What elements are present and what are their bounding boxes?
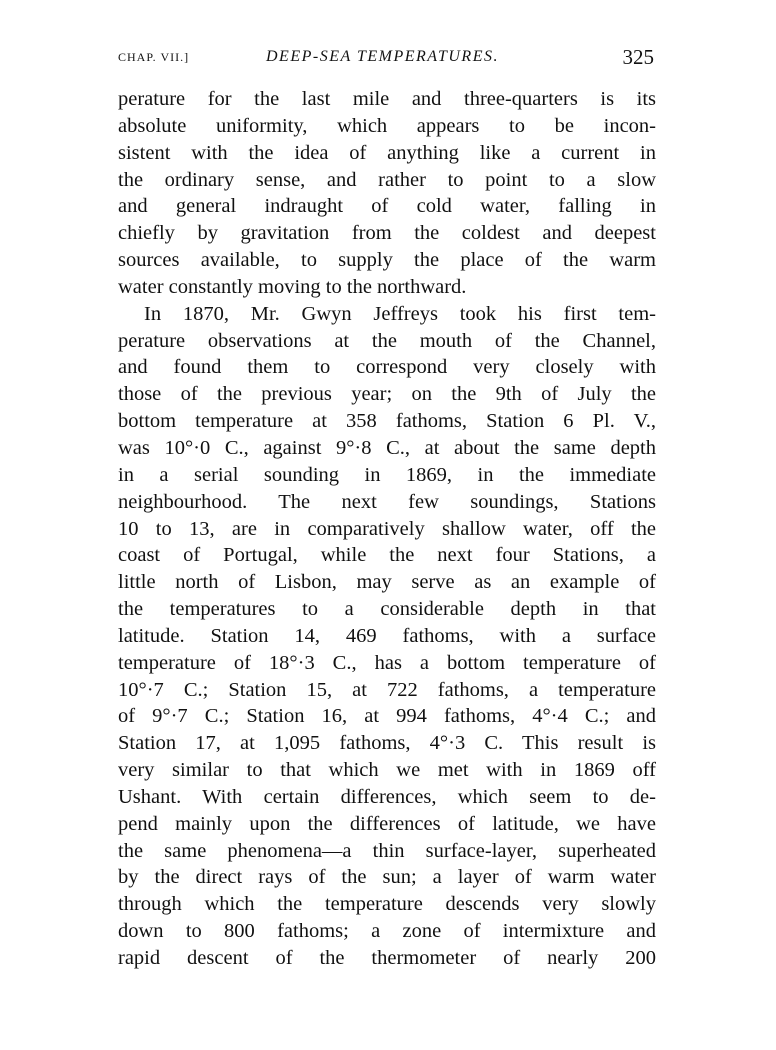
text-line: perature observations at the mouth of the Channel, (118, 329, 656, 352)
running-title: DEEP-SEA TEMPERATURES. (266, 48, 499, 65)
text-line: very similar to that which we met with in 1869 off (118, 759, 656, 782)
text-line: coast of Portugal, while the next four Stations, a (118, 544, 656, 567)
text-line: in a serial sounding in 1869, in the immediate (118, 463, 656, 486)
text-line: and general indraught of cold water, falling in (118, 195, 656, 218)
text-line: through which the temperature descends very slowly (118, 893, 656, 916)
text-line: the ordinary sense, and rather to point to a slow (118, 168, 656, 191)
text-line: temperature of 18°·3 C., has a bottom temperature of (118, 651, 656, 674)
body-text (118, 86, 656, 972)
text-line: those of the previous year; on the 9th of July the (118, 383, 656, 406)
text-line: pend mainly upon the differences of latitude, we have (118, 812, 656, 835)
running-head (118, 44, 656, 72)
text-line: 10°·7 C.; Station 15, at 722 fathoms, a temperature (118, 678, 656, 701)
text-line: bottom temperature at 358 fathoms, Station 6 Pl. V., (118, 410, 656, 433)
text-line: neighbourhood. The next few soundings, Stations (118, 490, 656, 513)
chapter-label: CHAP. VII.] (118, 50, 190, 64)
text-line: Ushant. With certain differences, which seem to de- (118, 785, 656, 808)
text-line: the temperatures to a considerable depth in that (118, 598, 656, 621)
page-number: 325 (622, 45, 654, 69)
text-line: absolute uniformity, which appears to be incon- (118, 114, 656, 137)
text-line: by the direct rays of the sun; a layer of warm water (118, 866, 656, 889)
text-line: little north of Lisbon, may serve as an example of (118, 571, 656, 594)
text-line: chiefly by gravitation from the coldest and deepest (118, 222, 656, 245)
text-line: latitude. Station 14, 469 fathoms, with a surface (118, 624, 656, 647)
paragraph-start-line: In 1870, Mr. Gwyn Jeffreys took his first tem- (144, 302, 656, 325)
paragraph-end-line: water constantly moving to the northward. (118, 275, 467, 298)
text-line: down to 800 fathoms; a zone of intermixture and (118, 920, 656, 943)
text-line: sistent with the idea of anything like a current in (118, 141, 656, 164)
text-line: sources available, to supply the place of the warm (118, 249, 656, 272)
text-line: and found them to correspond very closely with (118, 356, 656, 379)
text-line: rapid descent of the thermometer of nearly 200 (118, 947, 656, 969)
text-line: of 9°·7 C.; Station 16, at 994 fathoms, 4°·4 C.; and (118, 705, 656, 728)
text-line: was 10°·0 C., against 9°·8 C., at about the same depth (118, 436, 656, 459)
text-line: 10 to 13, are in comparatively shallow water, off the (118, 517, 656, 540)
text-line: perature for the last mile and three-quarters is its (118, 88, 656, 110)
text-line: the same phenomena—a thin surface-layer, superheated (118, 839, 656, 862)
text-line: Station 17, at 1,095 fathoms, 4°·3 C. This result is (118, 732, 656, 755)
